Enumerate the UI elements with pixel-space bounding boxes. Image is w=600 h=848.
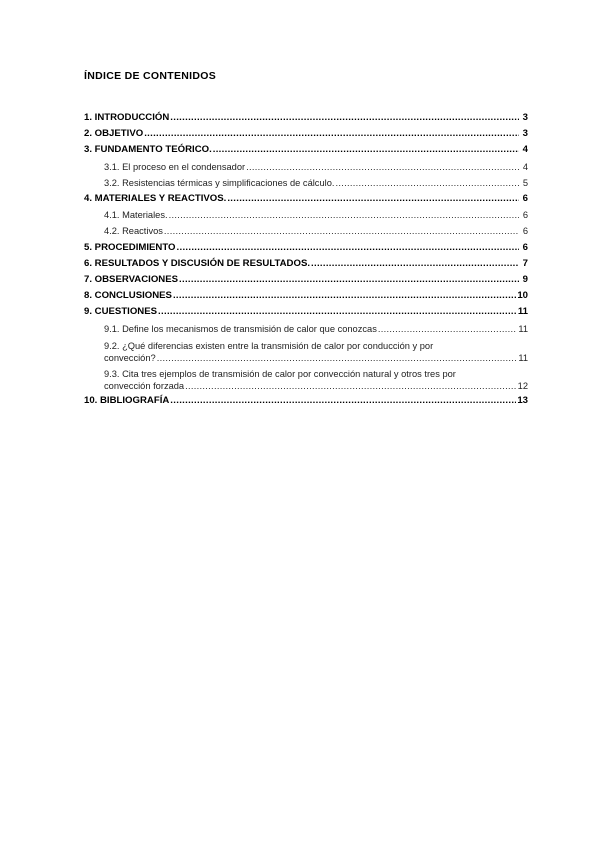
- toc-page-number: 7: [522, 257, 528, 269]
- dot-leader: [173, 288, 516, 304]
- toc-entry-observaciones[interactable]: [84, 272, 528, 288]
- toc-page-number: 5: [522, 177, 528, 188]
- toc-page-number: 9: [522, 274, 528, 286]
- toc-entry-label: 4.1. Materiales.: [104, 210, 168, 221]
- toc-entry-label-line1: 9.3. Cita tres ejemplos de transmisión de calor por convección natural y otros tres por: [104, 368, 456, 379]
- toc-page-number: 3: [522, 112, 528, 123]
- toc-entry-materiales-reactivos[interactable]: [84, 191, 528, 207]
- toc-entry-label-line2: convección forzada: [104, 381, 185, 392]
- toc-entry-cuestiones[interactable]: [84, 304, 528, 320]
- toc-entry-label: 7. OBSERVACIONES: [84, 274, 179, 286]
- toc-entry-label: 9.1. Define los mecanismos de transmisión de calor que conozcas: [104, 323, 377, 334]
- toc-entry-label: 3. FUNDAMENTO TEÓRICO.: [84, 144, 212, 156]
- toc-entry-label: 1. INTRODUCCIÓN: [84, 112, 170, 123]
- toc-entry-procedimiento[interactable]: [84, 240, 528, 256]
- toc-entry-label: 10. BIBLIOGRAFÍA: [84, 394, 170, 406]
- toc-entry-fundamento-teorico[interactable]: [84, 142, 528, 158]
- toc-page-number: 6: [522, 241, 528, 253]
- toc-entry-4-2[interactable]: [84, 223, 528, 239]
- toc-page-number: 4: [522, 144, 528, 156]
- toc-entry-3-1[interactable]: [84, 159, 528, 175]
- toc-entry-9-3[interactable]: [84, 368, 528, 393]
- toc-entry-3-2[interactable]: [84, 175, 528, 191]
- toc-entry-introduccion[interactable]: [84, 110, 528, 126]
- toc-entry-label: 2. OBJETIVO: [84, 128, 144, 140]
- dot-leader: [164, 223, 519, 239]
- toc-page-number: 4: [522, 161, 528, 172]
- toc-page-number: 10: [517, 290, 528, 302]
- dot-leader: [144, 126, 519, 142]
- dot-leader: [185, 380, 517, 393]
- table-of-contents: [84, 110, 528, 409]
- toc-entry-label: 4. MATERIALES Y REACTIVOS.: [84, 193, 227, 205]
- dot-leader: [169, 207, 519, 223]
- dot-leader: [213, 142, 519, 158]
- dot-leader: [311, 256, 519, 272]
- toc-page-number: 11: [518, 323, 528, 334]
- dot-leader: [246, 159, 519, 175]
- toc-entry-9-1[interactable]: [84, 321, 528, 337]
- dot-leader: [157, 352, 518, 365]
- toc-entry-9-2[interactable]: [84, 340, 528, 365]
- toc-page-number: 6: [522, 226, 528, 237]
- toc-entry-label: 8. CONCLUSIONES: [84, 290, 172, 302]
- toc-page-number: 13: [517, 394, 528, 406]
- toc-entry-objetivo[interactable]: [84, 126, 528, 142]
- toc-entry-bibliografia[interactable]: [84, 393, 528, 409]
- dot-leader: [177, 240, 519, 256]
- toc-heading: ÍNDICE DE CONTENIDOS: [84, 70, 217, 82]
- dot-leader: [179, 272, 519, 288]
- toc-entry-label: 3.2. Resistencias térmicas y simplificaciones de cálculo.: [104, 177, 335, 188]
- toc-entry-resultados[interactable]: [84, 256, 528, 272]
- toc-page-number: 11: [517, 306, 528, 318]
- dot-leader: [170, 110, 519, 126]
- toc-entry-conclusiones[interactable]: [84, 288, 528, 304]
- toc-entry-label-line1: 9.2. ¿Qué diferencias existen entre la transmisión de calor por conducción y por: [104, 340, 434, 351]
- dot-leader: [158, 304, 517, 320]
- toc-entry-label: 4.2. Reactivos: [104, 226, 163, 237]
- dot-leader: [170, 393, 516, 409]
- toc-page-number: 6: [522, 193, 528, 205]
- toc-page-number: 12: [517, 381, 528, 392]
- toc-entry-label: 9. CUESTIONES: [84, 306, 158, 318]
- dot-leader: [335, 175, 519, 191]
- toc-entry-label: 3.1. El proceso en el condensador: [104, 161, 246, 172]
- toc-page-number: 6: [522, 210, 528, 221]
- toc-page-number: 3: [522, 128, 528, 140]
- toc-entry-label: 6. RESULTADOS Y DISCUSIÓN DE RESULTADOS.: [84, 257, 311, 269]
- dot-leader: [378, 321, 517, 337]
- toc-entry-label: 5. PROCEDIMIENTO: [84, 241, 176, 253]
- toc-entry-4-1[interactable]: [84, 207, 528, 223]
- toc-entry-label-line2: convección?: [104, 353, 156, 364]
- dot-leader: [227, 191, 519, 207]
- toc-page-number: 11: [518, 353, 528, 364]
